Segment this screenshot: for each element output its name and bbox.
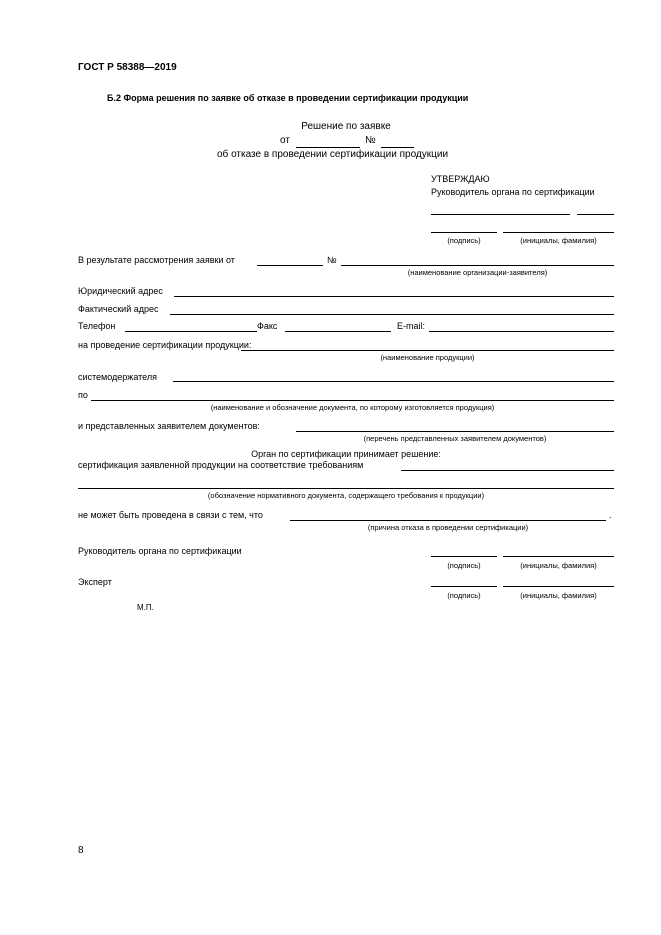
document-blank[interactable] — [91, 400, 614, 401]
approve-initials-caption: (инициалы, фамилия) — [520, 236, 597, 245]
section-title: Б.2 Форма решения по заявке об отказе в проведении сертификации продукции — [107, 93, 469, 103]
phone-label: Телефон — [78, 321, 116, 331]
fax-blank[interactable] — [285, 331, 391, 332]
expert-initials-blank[interactable] — [503, 586, 614, 587]
expert-signature-caption: (подпись) — [447, 591, 481, 600]
approve-initials-blank[interactable] — [503, 232, 614, 233]
fax-label: Факс — [257, 321, 278, 331]
review-date-blank[interactable] — [257, 265, 323, 266]
title-from: от — [280, 135, 290, 146]
applicant-caption: (наименование организации-заявителя) — [407, 268, 548, 277]
product-blank[interactable] — [241, 350, 614, 351]
actual-address-label: Фактический адрес — [78, 304, 159, 314]
head-initials-caption: (инициалы, фамилия) — [520, 561, 597, 570]
reason-blank[interactable] — [290, 520, 606, 521]
submitted-docs-label: и представленных заявителем документов: — [78, 421, 260, 431]
approve-blank-2[interactable] — [577, 214, 614, 215]
reason-caption: (причина отказа в проведении сертификации) — [367, 523, 529, 532]
approve-signature-caption: (подпись) — [447, 236, 481, 245]
submitted-docs-caption: (перечень представленных заявителем документов) — [363, 434, 547, 443]
legal-address-label: Юридический адрес — [78, 286, 163, 296]
norm-doc-blank[interactable] — [78, 488, 614, 489]
head-signature-caption: (подпись) — [447, 561, 481, 570]
approve-blank-1[interactable] — [431, 214, 570, 215]
title-number-blank[interactable] — [381, 147, 414, 148]
approve-position: Руководитель органа по сертификации — [431, 187, 595, 197]
head-signature-label: Руководитель органа по сертификации — [78, 546, 242, 556]
norm-doc-caption: (обозначение нормативного документа, содержащего требования к продукции) — [207, 491, 485, 500]
email-blank[interactable] — [429, 331, 614, 332]
head-signature-blank[interactable] — [431, 556, 497, 557]
review-number-sign: № — [327, 255, 337, 265]
approve-signature-blank[interactable] — [431, 232, 497, 233]
stamp-label: М.П. — [137, 603, 154, 612]
actual-address-blank[interactable] — [170, 314, 614, 315]
title-line-3: об отказе в проведении сертификации продукции — [217, 149, 449, 160]
legal-address-blank[interactable] — [174, 296, 614, 297]
page-number: 8 — [78, 845, 84, 856]
decision-heading: Орган по сертификации принимает решение: — [251, 449, 441, 459]
document-caption: (наименование и обозначение документа, по которому изготовляется продукция) — [210, 403, 495, 412]
head-initials-blank[interactable] — [503, 556, 614, 557]
title-line-1: Решение по заявке — [301, 121, 391, 132]
phone-blank[interactable] — [125, 331, 257, 332]
product-caption: (наименование продукции) — [380, 353, 475, 362]
certification-label: на проведение сертификации продукции: — [78, 340, 252, 350]
submitted-docs-blank[interactable] — [296, 431, 614, 432]
expert-signature-blank[interactable] — [431, 586, 497, 587]
cannot-be-label: не может быть проведена в связи с тем, что — [78, 510, 263, 520]
applicant-blank[interactable] — [341, 265, 614, 266]
expert-initials-caption: (инициалы, фамилия) — [520, 591, 597, 600]
review-label: В результате рассмотрения заявки от — [78, 255, 235, 265]
title-number-sign: № — [365, 135, 376, 146]
end-period: . — [609, 510, 612, 520]
email-label: E-mail: — [397, 321, 426, 331]
approve-label: УТВЕРЖДАЮ — [431, 174, 490, 184]
system-holder-blank[interactable] — [173, 381, 614, 382]
title-date-blank[interactable] — [296, 147, 360, 148]
compliance-label: сертификация заявленной продукции на соответствие требованиям — [78, 460, 364, 470]
system-holder-label: системодержателя — [78, 372, 157, 382]
compliance-blank[interactable] — [401, 470, 614, 471]
standard-number: ГОСТ Р 58388—2019 — [78, 62, 177, 73]
according-to-label: по — [78, 390, 88, 400]
expert-label: Эксперт — [78, 577, 112, 587]
